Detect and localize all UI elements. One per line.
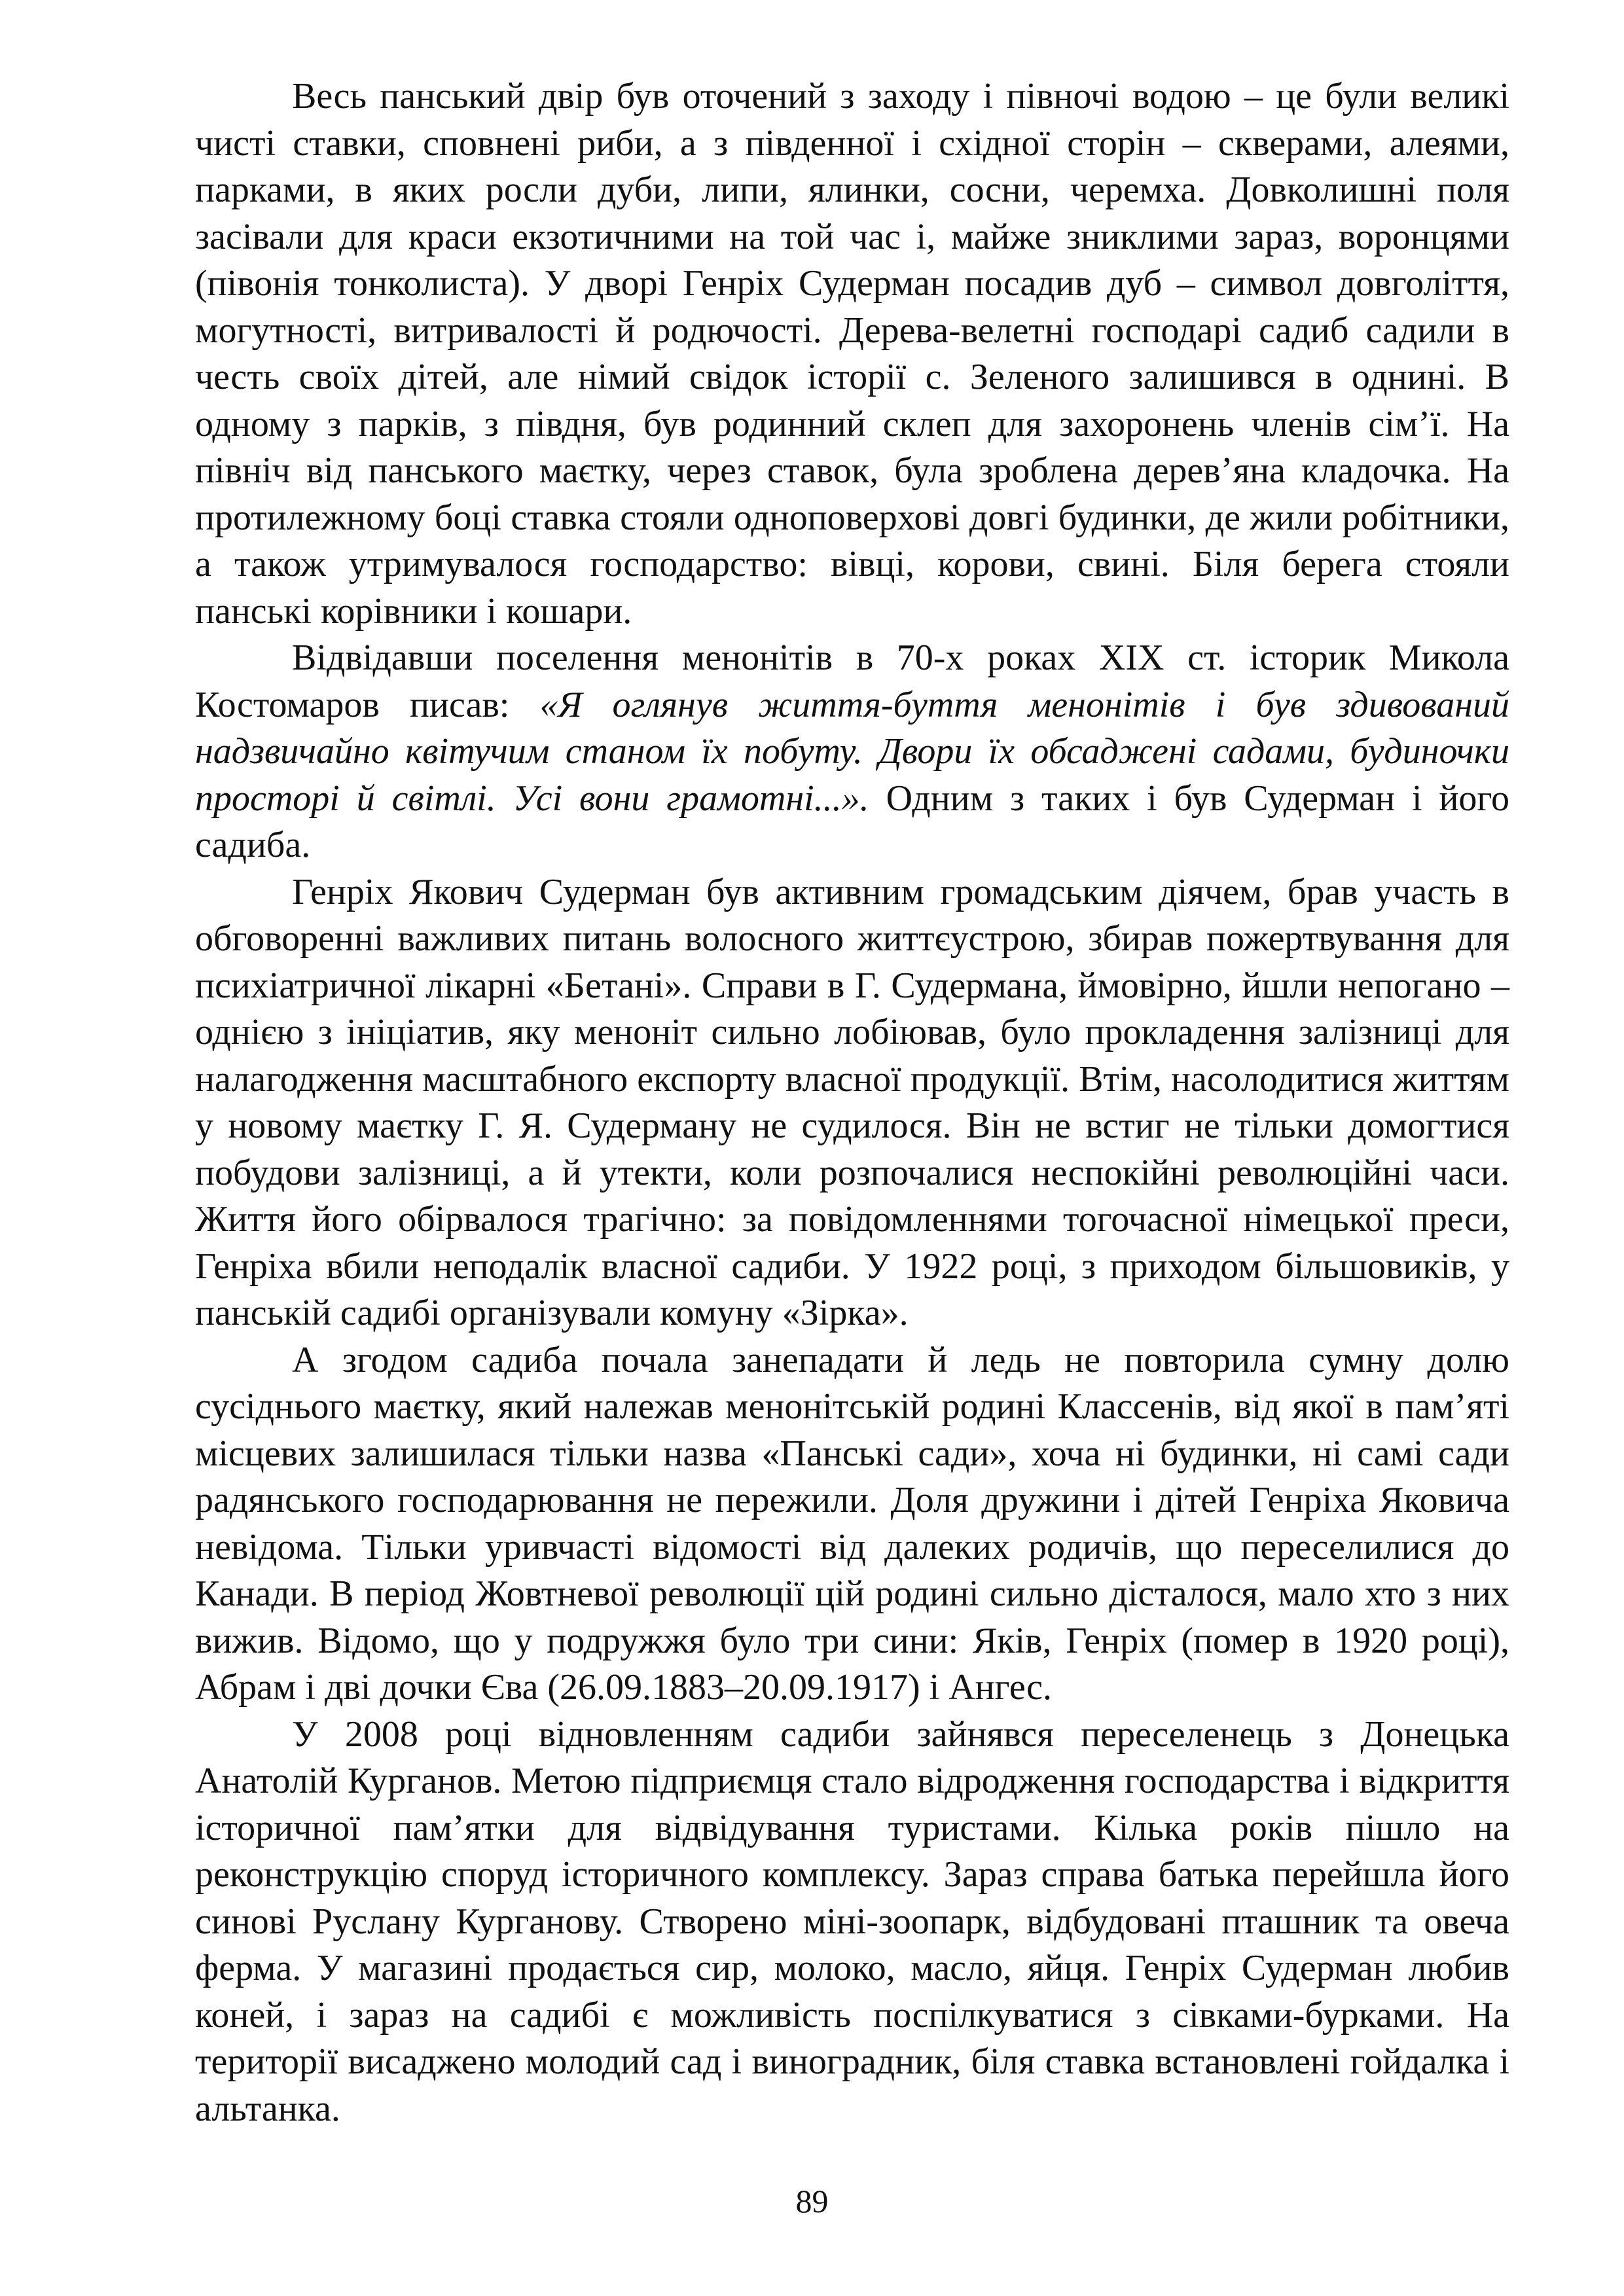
paragraph-2-ending: Одним з таких і був Судерман і його садиба. bbox=[195, 778, 1509, 865]
kostomarov-quote: «Я оглянув життя-буття менонітів і був здивований надзвичайно квітучим станом їх побуту. Двори їх обсаджені садами, будиночки просторі й світлі. Усі вони грамотні...». bbox=[195, 684, 1509, 819]
paragraph-2 bbox=[195, 635, 1509, 869]
body-text bbox=[195, 73, 1509, 2132]
paragraph-2-intro: Відвідавши поселення менонітів в 70-х роках ХІХ ст. історик Микола Костомаров писав: bbox=[195, 637, 1509, 725]
paragraph-1: Весь панський двір був оточений з заходу і півночі водою – це були великі чисті ставки, сповнені риби, а з південної і східної сторін – скверами, алеями, парками, в яких росли дуби, липи, ялинки, сосни, черемха. Довколишні поля засівали для краси екзотичними на той час і, майже зниклими зараз, воронцями (півонія тонколиста). У дворі Генріх Судерман посадив дуб – символ довголіття, могутності, витривалості й родючості. Дерева-велетні господарі садиб садили в честь своїх дітей, але німий свідок історії с. Зеленого залишився в однині. В одному з парків, з півдня, був родинний склеп для захоронень членів сім’ї. На північ від панського маєтку, через ставок, була зроблена дерев’яна кладочка. На протилежному боці ставка стояли одноповерхові довгі будинки, де жили робітники, а також утримувалося господарство: вівці, корови, свині. Біля берега стояли панські корівники і кошари. bbox=[195, 76, 1509, 632]
paragraph-4: А згодом садиба почала занепадати й ледь не повторила сумну долю сусіднього маєтку, який належав менонітській родині Классенів, від якої в пам’яті місцевих залишилася тільки назва «Панські сади», хоча ні будинки, ні самі сади радянського господарювання не пережили. Доля дружини і дітей Генріха Яковича невідома. Тільки уривчасті відомості від далеких родичів, що переселилися до Канади. В період Жовтневої революції цій родині сильно дісталося, мало хто з них вижив. Відомо, що у подружжя було три сини: Яків, Генріх (помер в 1920 році), Абрам і дві дочки Єва (26.09.1883–20.09.1917) і Ангес. bbox=[195, 1339, 1509, 1708]
page-number: 89 bbox=[795, 2183, 829, 2219]
paragraph-5: У 2008 році відновленням садиби зайнявся переселенець з Донецька Анатолій Курганов. Метою підприємця стало відродження господарства і відкриття історичної пам’ятки для відвідування туристами. Кілька років пішло на реконструкцію споруд історичного комплексу. Зараз справа батька перейшла його синові Руслану Курганову. Створено міні-зоопарк, відбудовані пташник та овеча ферма. У магазині продається сир, молоко, масло, яйця. Генріх Судерман любив коней, і зараз на садибі є можливість поспілкуватися з сівками-бурками. На території висаджено молодий сад і виноградник, біля ставка встановлені гойдалка і альтанка. bbox=[195, 1713, 1509, 2129]
paragraph-3: Генріх Якович Судерман був активним громадським діячем, брав участь в обговоренні важливих питань волосного життєустрою, збирав пожертвування для психіатричної лікарні «Бетані». Справи в Г. Судермана, ймовірно, йшли непогано – однією з ініціатив, яку менонiт сильно лобіював, було прокладення залізниці для налагодження масштабного експорту власної продукції. Втім, насолодитися життям у новому маєтку Г. Я. Судерману не судилося. Він не встиг не тільки домогтися побудови залізниці, а й утекти, коли розпочалися неспокійні революційні часи. Життя його обірвалося трагічно: за повідомленнями тогочасної німецької преси, Генріха вбили неподалік власної садиби. У 1922 році, з приходом більшовиків, у панській садибі організували комуну «Зірка». bbox=[195, 871, 1509, 1333]
